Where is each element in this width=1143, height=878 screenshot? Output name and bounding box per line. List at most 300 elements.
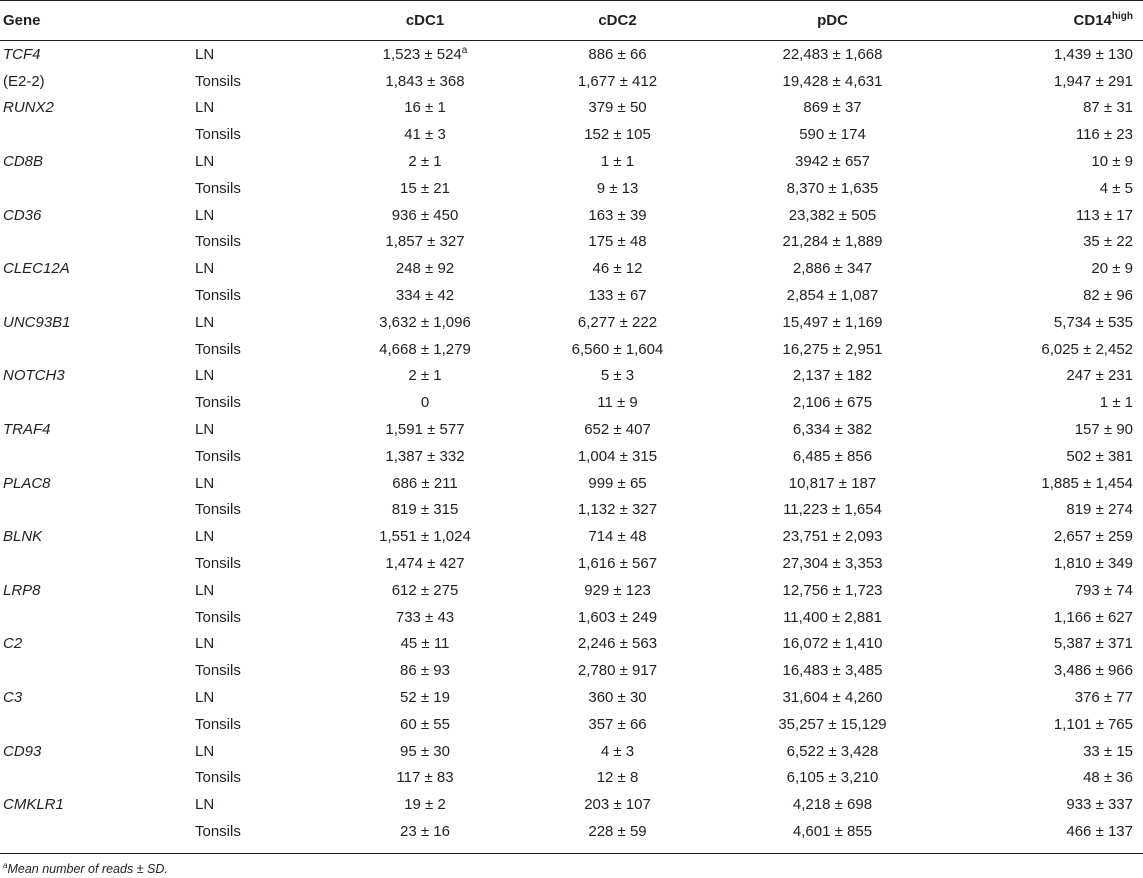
- cd14-cell: [950, 443, 1143, 470]
- gene-cell-text: RUNX2: [3, 99, 54, 117]
- footnote-marker: a: [3, 860, 8, 870]
- cdc1-cell: [330, 148, 520, 175]
- header-cdc1: cDC1: [405, 12, 445, 29]
- pdc-cell-text: 869 ± 37: [803, 99, 862, 117]
- cdc2-cell: [520, 121, 715, 148]
- table-row: [0, 443, 1143, 470]
- table-row: [0, 389, 1143, 416]
- tissue-cell: [195, 577, 330, 604]
- cd14-cell: [950, 282, 1143, 309]
- tissue-cell: [195, 523, 330, 550]
- gene-cell: [0, 229, 195, 256]
- cdc2-cell-text: 5 ± 3: [600, 367, 635, 385]
- tissue-cell-text: LN: [195, 528, 215, 546]
- cdc2-cell-text: 12 ± 8: [596, 769, 639, 787]
- tissue-cell-text: Tonsils: [195, 715, 241, 733]
- table-row: [0, 229, 1143, 256]
- cd14-cell-text: 82 ± 96: [1083, 287, 1133, 305]
- tissue-cell-text: LN: [195, 421, 215, 439]
- cdc2-cell: [520, 631, 715, 658]
- cdc2-cell: [520, 550, 715, 577]
- gene-cell: [0, 443, 195, 470]
- cdc1-cell: [330, 523, 520, 550]
- cdc2-cell: [520, 684, 715, 711]
- pdc-cell-text: 22,483 ± 1,668: [782, 45, 883, 63]
- cdc2-cell: [520, 738, 715, 765]
- cd14-cell-text: 1,810 ± 349: [1053, 555, 1133, 573]
- pdc-cell-text: 2,854 ± 1,087: [786, 287, 879, 305]
- cdc1-cell-text: 1,843 ± 368: [385, 72, 465, 90]
- cdc1-cell-text: 19 ± 2: [404, 796, 446, 814]
- cdc1-cell: [330, 577, 520, 604]
- tissue-cell-text: Tonsils: [195, 823, 241, 840]
- pdc-cell: [715, 202, 950, 229]
- table-row: [0, 255, 1143, 282]
- cdc2-cell-text: 4 ± 3: [600, 742, 635, 760]
- cdc2-cell-text: 999 ± 65: [588, 474, 647, 492]
- cd14-cell-text: 5,734 ± 535: [1053, 313, 1133, 331]
- tissue-cell-text: LN: [195, 635, 215, 653]
- cd14-cell: [950, 523, 1143, 550]
- cd14-cell: [950, 309, 1143, 336]
- pdc-cell: [715, 121, 950, 148]
- pdc-cell-text: 11,223 ± 1,654: [783, 501, 882, 519]
- tissue-cell-text: LN: [195, 474, 215, 492]
- cdc2-cell-text: 6,560 ± 1,604: [571, 340, 664, 358]
- gene-cell: [0, 68, 195, 95]
- cd14-cell: [950, 791, 1143, 818]
- cdc2-cell: [520, 148, 715, 175]
- cdc1-cell: [330, 255, 520, 282]
- cdc2-cell-text: 175 ± 48: [588, 233, 647, 251]
- cdc1-cell-text: 1,551 ± 1,024: [379, 528, 471, 546]
- cdc2-cell: [520, 443, 715, 470]
- pdc-cell: [715, 95, 950, 122]
- pdc-cell: [715, 523, 950, 550]
- pdc-cell-text: 3942 ± 657: [795, 153, 870, 171]
- cdc2-cell-text: 929 ± 123: [584, 581, 651, 599]
- pdc-cell-text: 21,284 ± 1,889: [782, 233, 883, 251]
- cd14-cell-text: 1,166 ± 627: [1053, 608, 1133, 626]
- cdc1-cell: [330, 604, 520, 631]
- tissue-cell: [195, 121, 330, 148]
- pdc-cell-text: 15,497 ± 1,169: [782, 313, 883, 331]
- cdc2-cell: [520, 363, 715, 390]
- table-row: [0, 550, 1143, 577]
- cdc1-cell: [330, 684, 520, 711]
- tissue-cell: [195, 684, 330, 711]
- gene-cell-text: CD36: [3, 206, 42, 224]
- pdc-cell: [715, 497, 950, 524]
- pdc-cell: [715, 765, 950, 792]
- pdc-cell-text: 10,817 ± 187: [788, 474, 877, 492]
- tissue-cell-text: Tonsils: [195, 72, 241, 90]
- table-row: [0, 577, 1143, 604]
- table-row: [0, 416, 1143, 443]
- gene-cell: [0, 577, 195, 604]
- cdc1-cell: [330, 336, 520, 363]
- cdc2-cell: [520, 68, 715, 95]
- cd14-cell-text: 5,387 ± 371: [1053, 635, 1133, 653]
- pdc-cell: [715, 738, 950, 765]
- cdc1-cell: [330, 68, 520, 95]
- tissue-cell-text: Tonsils: [195, 394, 241, 412]
- gene-cell-text: LRP8: [3, 581, 41, 599]
- tissue-cell: [195, 791, 330, 818]
- cd14-cell: [950, 416, 1143, 443]
- gene-cell: [0, 309, 195, 336]
- table-row: [0, 738, 1143, 765]
- tissue-cell-text: LN: [195, 367, 215, 385]
- gene-cell: [0, 416, 195, 443]
- pdc-cell-text: 35,257 ± 15,129: [778, 715, 887, 733]
- gene-cell: [0, 470, 195, 497]
- cd14-cell: [950, 711, 1143, 738]
- tissue-cell: [195, 282, 330, 309]
- cd14-cell-text: 35 ± 22: [1083, 233, 1133, 251]
- cdc2-cell-text: 1,004 ± 315: [577, 447, 658, 465]
- cdc2-cell: [520, 497, 715, 524]
- gene-cell-text: C2: [3, 635, 23, 653]
- cd14-cell: [950, 95, 1143, 122]
- pdc-cell: [715, 416, 950, 443]
- cdc2-cell-text: 11 ± 9: [597, 394, 638, 412]
- footnote-ref: a: [461, 44, 468, 56]
- cdc1-cell-text: 819 ± 315: [391, 501, 459, 519]
- table-row: [0, 148, 1143, 175]
- tissue-cell: [195, 604, 330, 631]
- cdc2-cell-text: 1 ± 1: [600, 153, 635, 171]
- gene-cell-text: CMKLR1: [3, 796, 64, 814]
- table-row: [0, 791, 1143, 818]
- cdc1-cell-text: 334 ± 42: [395, 287, 455, 305]
- gene-cell-text: UNC93B1: [3, 313, 71, 331]
- cdc2-cell-text: 228 ± 59: [588, 823, 647, 840]
- header-row: [0, 0, 1143, 41]
- pdc-cell: [715, 41, 950, 68]
- tissue-cell-text: Tonsils: [195, 179, 241, 197]
- pdc-cell-text: 6,334 ± 382: [792, 421, 873, 439]
- cdc1-cell-text: 2 ± 1: [408, 367, 442, 385]
- cd14-cell: [950, 684, 1143, 711]
- pdc-cell: [715, 443, 950, 470]
- pdc-cell-text: 16,483 ± 3,485: [782, 662, 883, 680]
- cd14-cell-text: 87 ± 31: [1083, 99, 1133, 117]
- pdc-cell-text: 6,105 ± 3,210: [786, 769, 879, 787]
- table-row: [0, 684, 1143, 711]
- cdc1-cell: [330, 470, 520, 497]
- cdc2-cell: [520, 818, 715, 845]
- cd14-cell: [950, 738, 1143, 765]
- cdc2-cell-text: 133 ± 67: [588, 287, 647, 305]
- pdc-cell: [715, 657, 950, 684]
- cd14-cell-text: 793 ± 74: [1074, 581, 1133, 599]
- gene-cell: [0, 818, 195, 845]
- footnote-text: Mean number of reads ± SD.: [7, 862, 168, 876]
- pdc-cell: [715, 791, 950, 818]
- tissue-cell: [195, 443, 330, 470]
- cdc1-cell-text: 23 ± 16: [400, 823, 450, 840]
- cdc1-cell-text: 1,523 ± 524: [382, 45, 462, 63]
- pdc-cell-text: 11,400 ± 2,881: [783, 608, 882, 626]
- tissue-cell: [195, 657, 330, 684]
- cdc2-cell: [520, 765, 715, 792]
- cd14-cell-text: 33 ± 15: [1083, 742, 1133, 760]
- cdc2-cell-text: 886 ± 66: [588, 45, 647, 63]
- cdc2-cell: [520, 309, 715, 336]
- cdc1-cell: [330, 363, 520, 390]
- tissue-cell: [195, 229, 330, 256]
- tissue-cell-text: LN: [195, 796, 215, 814]
- bottom-rule: [0, 853, 1143, 854]
- gene-cell: [0, 202, 195, 229]
- cdc2-cell-text: 46 ± 12: [592, 260, 643, 278]
- cdc1-cell-text: 86 ± 93: [400, 662, 450, 680]
- tissue-cell-text: LN: [195, 45, 215, 63]
- cd14-cell-text: 10 ± 9: [1091, 153, 1133, 171]
- pdc-cell: [715, 309, 950, 336]
- tissue-cell: [195, 738, 330, 765]
- cdc1-cell: [330, 765, 520, 792]
- tissue-cell-text: LN: [195, 260, 215, 278]
- cd14-cell: [950, 41, 1143, 68]
- cdc2-cell: [520, 657, 715, 684]
- gene-cell: [0, 497, 195, 524]
- cdc1-cell: [330, 497, 520, 524]
- pdc-cell: [715, 577, 950, 604]
- gene-cell: [0, 523, 195, 550]
- pdc-cell: [715, 175, 950, 202]
- cdc2-cell-text: 379 ± 50: [588, 99, 647, 117]
- pdc-cell-text: 23,382 ± 505: [788, 206, 877, 224]
- gene-cell: [0, 282, 195, 309]
- cdc2-cell: [520, 41, 715, 68]
- tissue-cell: [195, 470, 330, 497]
- pdc-cell-text: 8,370 ± 1,635: [786, 179, 879, 197]
- header-cd14-label: CD14: [1073, 12, 1112, 29]
- gene-cell: [0, 148, 195, 175]
- pdc-cell-text: 12,756 ± 1,723: [782, 581, 883, 599]
- gene-cell: [0, 175, 195, 202]
- header-pdc: pDC: [817, 12, 848, 29]
- header-cd14: [950, 0, 1143, 41]
- cd14-cell: [950, 470, 1143, 497]
- cd14-cell-text: 1 ± 1: [1099, 394, 1133, 412]
- cdc2-cell-text: 203 ± 107: [584, 796, 651, 814]
- cd14-cell: [950, 550, 1143, 577]
- cdc2-cell-text: 1,132 ± 327: [577, 501, 658, 519]
- cdc1-cell-text: 60 ± 55: [400, 715, 450, 733]
- table-row: [0, 121, 1143, 148]
- footnote: [3, 862, 168, 876]
- cd14-cell-text: 113 ± 17: [1075, 206, 1133, 224]
- pdc-cell-text: 19,428 ± 4,631: [782, 72, 883, 90]
- table-row: [0, 309, 1143, 336]
- table-row: [0, 631, 1143, 658]
- table-row: [0, 711, 1143, 738]
- cd14-cell-text: 466 ± 137: [1066, 823, 1133, 840]
- cdc2-cell: [520, 202, 715, 229]
- pdc-cell-text: 27,304 ± 3,353: [782, 555, 883, 573]
- cdc2-cell: [520, 95, 715, 122]
- pdc-cell-text: 2,137 ± 182: [792, 367, 873, 385]
- cd14-cell-text: 3,486 ± 966: [1053, 662, 1133, 680]
- table-row: [0, 336, 1143, 363]
- cdc2-cell: [520, 791, 715, 818]
- cdc1-cell-text: 16 ± 1: [404, 99, 446, 117]
- gene-cell-text: TRAF4: [3, 421, 51, 439]
- pdc-cell-text: 2,886 ± 347: [792, 260, 873, 278]
- gene-cell-text: TCF4: [3, 45, 41, 63]
- cdc2-cell: [520, 416, 715, 443]
- pdc-cell-text: 23,751 ± 2,093: [782, 528, 883, 546]
- cdc1-cell: [330, 202, 520, 229]
- cdc1-cell-text: 4,668 ± 1,279: [379, 340, 471, 358]
- pdc-cell: [715, 229, 950, 256]
- cd14-cell-text: 1,885 ± 1,454: [1041, 474, 1133, 492]
- cd14-cell: [950, 604, 1143, 631]
- tissue-cell: [195, 363, 330, 390]
- table-row: [0, 363, 1143, 390]
- gene-cell: [0, 791, 195, 818]
- gene-cell: [0, 95, 195, 122]
- tissue-cell: [195, 175, 330, 202]
- tissue-cell-text: Tonsils: [195, 662, 241, 680]
- cd14-cell-text: 116 ± 23: [1075, 126, 1133, 144]
- tissue-cell: [195, 202, 330, 229]
- gene-cell-text: BLNK: [3, 528, 43, 546]
- cdc2-cell: [520, 229, 715, 256]
- cdc1-cell: [330, 711, 520, 738]
- table-row: [0, 202, 1143, 229]
- tissue-cell-text: Tonsils: [195, 340, 241, 358]
- cdc2-cell-text: 6,277 ± 222: [577, 313, 658, 331]
- cdc2-cell-text: 714 ± 48: [588, 528, 647, 546]
- cdc1-cell-text: 248 ± 92: [395, 260, 455, 278]
- cd14-cell-text: 933 ± 337: [1066, 796, 1133, 814]
- tissue-cell: [195, 255, 330, 282]
- pdc-cell: [715, 604, 950, 631]
- cdc1-cell-text: 936 ± 450: [391, 206, 459, 224]
- cdc1-cell-text: 41 ± 3: [404, 126, 446, 144]
- gene-cell: [0, 255, 195, 282]
- cdc1-cell-text: 117 ± 83: [396, 769, 454, 787]
- cd14-cell: [950, 363, 1143, 390]
- cdc2-cell: [520, 711, 715, 738]
- cdc2-cell: [520, 175, 715, 202]
- pdc-cell-text: 31,604 ± 4,260: [782, 689, 883, 707]
- table-row: [0, 470, 1143, 497]
- pdc-cell-text: 4,601 ± 855: [792, 823, 873, 840]
- cd14-cell: [950, 818, 1143, 845]
- cdc2-cell: [520, 336, 715, 363]
- table-row: [0, 68, 1143, 95]
- gene-cell: [0, 711, 195, 738]
- cdc1-cell: [330, 389, 520, 416]
- tissue-cell-text: LN: [195, 206, 215, 224]
- header-cd14-sup: high: [1111, 11, 1133, 22]
- tissue-cell: [195, 148, 330, 175]
- tissue-cell-text: Tonsils: [195, 287, 241, 305]
- header-tissue: [195, 0, 330, 41]
- cd14-cell-text: 1,439 ± 130: [1053, 45, 1133, 63]
- tissue-cell-text: Tonsils: [195, 608, 241, 626]
- tissue-cell-text: Tonsils: [195, 501, 241, 519]
- pdc-cell-text: 16,275 ± 2,951: [782, 340, 883, 358]
- pdc-cell-text: 6,485 ± 856: [792, 447, 873, 465]
- cd14-cell-text: 157 ± 90: [1074, 421, 1133, 439]
- cdc1-cell-text: 3,632 ± 1,096: [379, 313, 471, 331]
- gene-cell-text: CLEC12A: [3, 260, 70, 278]
- gene-cell: [0, 121, 195, 148]
- pdc-cell-text: 590 ± 174: [799, 126, 866, 144]
- cdc1-cell-text: 45 ± 11: [400, 635, 450, 653]
- cd14-cell-text: 48 ± 36: [1083, 769, 1133, 787]
- cd14-cell: [950, 121, 1143, 148]
- tissue-cell: [195, 711, 330, 738]
- cd14-cell-text: 819 ± 274: [1066, 501, 1133, 519]
- pdc-cell-text: 4,218 ± 698: [792, 796, 873, 814]
- cdc1-cell-text: 1,474 ± 427: [385, 555, 465, 573]
- cdc1-cell: [330, 416, 520, 443]
- cdc1-cell: [330, 738, 520, 765]
- table-row: [0, 657, 1143, 684]
- header-gene: Gene: [3, 12, 41, 29]
- gene-cell: [0, 363, 195, 390]
- cd14-cell: [950, 175, 1143, 202]
- pdc-cell: [715, 389, 950, 416]
- cdc2-cell-text: 1,603 ± 249: [577, 608, 658, 626]
- tissue-cell: [195, 497, 330, 524]
- cdc1-cell-text: 733 ± 43: [395, 608, 455, 626]
- tissue-cell-text: LN: [195, 742, 215, 760]
- header-cdc2: cDC2: [598, 12, 637, 29]
- cdc1-cell: [330, 229, 520, 256]
- cd14-cell: [950, 577, 1143, 604]
- cdc1-cell: [330, 818, 520, 845]
- tissue-cell: [195, 309, 330, 336]
- gene-cell: [0, 738, 195, 765]
- gene-cell: [0, 389, 195, 416]
- table-row: [0, 818, 1143, 845]
- cdc1-cell-text: 686 ± 211: [392, 474, 458, 492]
- pdc-cell-text: 16,072 ± 1,410: [782, 635, 883, 653]
- cdc1-cell: [330, 309, 520, 336]
- gene-cell-text: CD93: [3, 742, 42, 760]
- tissue-cell: [195, 631, 330, 658]
- tissue-cell-text: LN: [195, 689, 215, 707]
- gene-cell: [0, 41, 195, 68]
- cdc2-cell: [520, 255, 715, 282]
- cd14-cell-text: 376 ± 77: [1074, 689, 1133, 707]
- cdc1-cell: [330, 631, 520, 658]
- cdc1-cell-text: 52 ± 19: [400, 689, 450, 707]
- cdc1-cell: [330, 282, 520, 309]
- cd14-cell: [950, 389, 1143, 416]
- cdc2-cell-text: 163 ± 39: [588, 206, 647, 224]
- cdc1-cell-text: 2 ± 1: [408, 153, 442, 171]
- tissue-cell-text: Tonsils: [195, 769, 241, 787]
- cd14-cell-text: 247 ± 231: [1066, 367, 1133, 385]
- cdc2-cell-text: 152 ± 105: [584, 126, 651, 144]
- gene-cell: [0, 684, 195, 711]
- cdc1-cell: [330, 791, 520, 818]
- tissue-cell: [195, 68, 330, 95]
- pdc-cell: [715, 255, 950, 282]
- cd14-cell-text: 4 ± 5: [1099, 179, 1133, 197]
- pdc-cell: [715, 148, 950, 175]
- cdc1-cell: [330, 121, 520, 148]
